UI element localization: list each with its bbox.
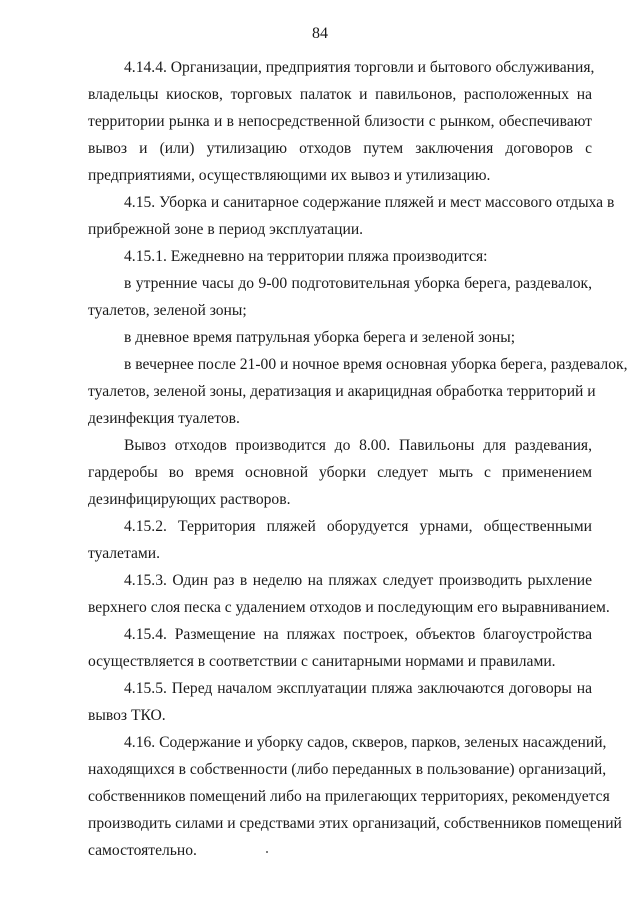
text-line: в вечернее после 21-00 и ночное время основная уборка берега, раздевалок, xyxy=(124,356,628,373)
text-line: самостоятельно. xyxy=(88,842,197,859)
text-line: вывоз и (или) утилизацию отходов путем заключения договоров с xyxy=(88,140,592,157)
text-line: Вывоз отходов производится до 8.00. Павильоны для раздевания, xyxy=(124,437,592,454)
text-line: вывоз ТКО. xyxy=(88,707,166,724)
text-line: 4.15. Уборка и санитарное содержание пляжей и мест массового отдыха в xyxy=(124,194,615,211)
text-line: дезинфицирующих растворов. xyxy=(88,491,291,508)
text-line: собственников помещений либо на прилегающих территориях, рекомендуется xyxy=(88,788,610,805)
text-line: осуществляется в соответствии с санитарными нормами и правилами. xyxy=(88,653,556,670)
text-line: туалетов, зеленой зоны; xyxy=(88,302,247,319)
text-line: гардеробы во время основной уборки следует мыть с применением xyxy=(88,464,592,481)
text-line: прибрежной зоне в период эксплуатации. xyxy=(88,221,364,238)
text-line: 4.15.1. Ежедневно на территории пляжа производится: xyxy=(124,248,488,265)
text-line: 4.15.2. Территория пляжей оборудуется урнами, общественными xyxy=(124,518,592,535)
text-line: туалетов, зеленой зоны, дератизация и акарицидная обработка территорий и xyxy=(88,383,596,400)
text-line: в утренние часы до 9-00 подготовительная уборка берега, раздевалок, xyxy=(124,275,592,292)
text-line: территории рынка и в непосредственной близости с рынком, обеспечивают xyxy=(88,113,592,130)
text-line: туалетами. xyxy=(88,545,160,562)
text-line: в дневное время патрульная уборка берега и зеленой зоны; xyxy=(124,329,516,346)
text-line: 4.16. Содержание и уборку садов, скверов, парков, зеленых насаждений, xyxy=(124,734,607,751)
text-line: 4.15.3. Один раз в неделю на пляжах следует производить рыхление xyxy=(124,572,592,589)
text-line: 4.15.5. Перед началом эксплуатации пляжа заключаются договоры на xyxy=(124,680,592,697)
text-line: находящихся в собственности (либо переданных в пользование) организаций, xyxy=(88,761,607,778)
text-line: производить силами и средствами этих организаций, собственников помещений xyxy=(88,815,622,832)
text-line: дезинфекция туалетов. xyxy=(88,410,240,427)
page-number: 84 xyxy=(312,25,328,42)
text-line: 4.15.4. Размещение на пляжах построек, объектов благоустройства xyxy=(124,626,592,643)
scan-speck xyxy=(266,851,268,853)
text-line: 4.14.4. Организации, предприятия торговли и бытового обслуживания, xyxy=(124,59,595,76)
text-line: владельцы киосков, торговых палаток и павильонов, расположенных на xyxy=(88,86,592,103)
text-line: верхнего слоя песка с удалением отходов и последующим его выравниванием. xyxy=(88,599,610,616)
text-line: предприятиями, осуществляющими их вывоз и утилизацию. xyxy=(88,167,491,184)
